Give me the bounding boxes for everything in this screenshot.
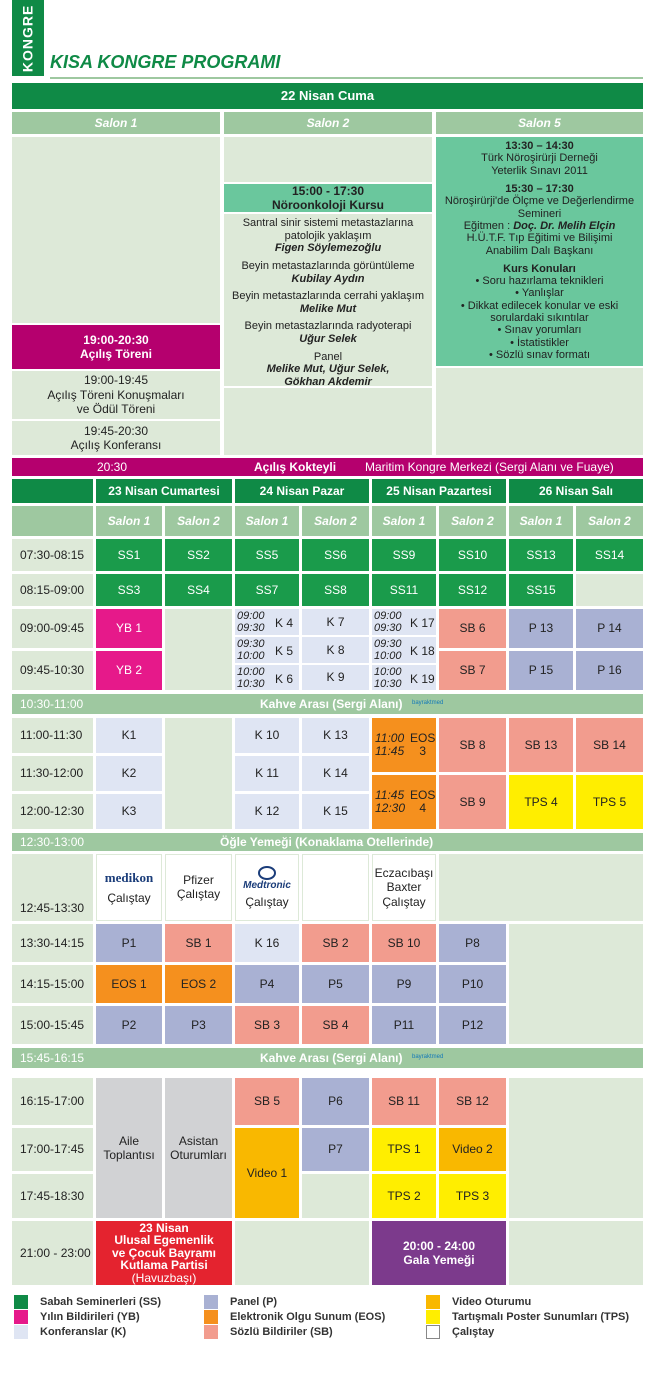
talk-topic: Beyin metastazlarında radyoterapi xyxy=(244,320,412,333)
time-slot: 12:45-13:30 xyxy=(12,854,93,921)
session-cell[interactable]: K 15 xyxy=(302,794,369,829)
session-cell[interactable]: P 14 xyxy=(576,609,643,648)
session-cell[interactable]: Video 1 xyxy=(235,1128,299,1218)
session-cell[interactable]: K 16 xyxy=(235,924,299,962)
k5-label: K 5 xyxy=(275,644,294,658)
session-cell[interactable]: SB 4 xyxy=(302,1006,369,1044)
day1-salon-5: Salon 5 xyxy=(436,112,643,134)
session-cell[interactable]: TPS 5 xyxy=(576,775,643,829)
eos4-label: EOS 4 xyxy=(410,788,436,816)
talk-speaker: Kubilay Aydın xyxy=(291,272,365,285)
session-cell[interactable]: SS7 xyxy=(235,574,299,606)
k6-time: 10:00 10:30 xyxy=(237,666,265,690)
time-slot: 17:00-17:45 xyxy=(12,1128,93,1171)
session-cell[interactable]: P 15 xyxy=(509,651,573,690)
break-time: 10:30-11:00 xyxy=(20,697,84,711)
day1-salon-1: Salon 1 xyxy=(12,112,220,134)
time-slot: 08:15-09:00 xyxy=(12,574,93,606)
children-party[interactable] xyxy=(96,1221,232,1285)
break-time: 15:45-16:15 xyxy=(20,1051,85,1065)
session-cell[interactable]: EOS 1 xyxy=(96,965,162,1003)
session-cell[interactable]: P2 xyxy=(96,1006,162,1044)
session-cell[interactable]: SB 3 xyxy=(235,1006,299,1044)
title-underline xyxy=(50,77,643,79)
session-cell[interactable]: P5 xyxy=(302,965,369,1003)
session-cell[interactable]: K 10 xyxy=(235,718,299,753)
session-cell[interactable]: SB 9 xyxy=(439,775,506,829)
k19-cell[interactable] xyxy=(372,665,436,690)
legend-label: Sözlü Bildiriler (SB) xyxy=(230,1326,333,1338)
opening-conference: 19:45-20:30 Açılış Konferansı xyxy=(12,421,220,455)
session-cell[interactable]: K 14 xyxy=(302,756,369,791)
legend-item xyxy=(204,1295,277,1309)
medikon-logo: medikon xyxy=(104,869,154,885)
session-cell[interactable]: TPS 2 xyxy=(372,1174,436,1218)
onco-course-header xyxy=(224,184,432,212)
side-tab xyxy=(12,0,44,76)
salon5-topic: • Sınav yorumları xyxy=(497,324,582,337)
legend-item xyxy=(204,1325,333,1339)
session-cell[interactable]: SB 10 xyxy=(372,924,436,962)
session-cell[interactable]: SB 14 xyxy=(576,718,643,772)
opening-title: Açılış Töreni xyxy=(79,347,153,361)
session-cell[interactable]: SS14 xyxy=(576,539,643,571)
salon5-dept: H.Ü.T.F. Tıp Eğitimi ve Bilişimi Anabilim Dalı Başkanı xyxy=(466,232,613,257)
k4-label: K 4 xyxy=(275,616,294,630)
session-cell[interactable]: Asistan Oturumları xyxy=(165,1078,232,1218)
break-title: Kahve Arası (Sergi Alanı) xyxy=(260,697,403,711)
legend-item xyxy=(204,1310,385,1324)
session-cell[interactable]: P12 xyxy=(439,1006,506,1044)
legend-item xyxy=(426,1310,629,1324)
session-cell[interactable]: P 16 xyxy=(576,651,643,690)
pfizer-workshop[interactable]: Pfizer Çalıştay xyxy=(165,854,232,921)
talk-topic: Panel xyxy=(313,350,343,363)
day1-salon5-bottom xyxy=(436,368,643,455)
legend-label: Çalıştay xyxy=(452,1326,495,1338)
legend-label: Video Oturumu xyxy=(452,1296,532,1308)
session-cell[interactable]: SS3 xyxy=(96,574,162,606)
legend-swatch xyxy=(204,1295,218,1309)
session-cell[interactable]: P11 xyxy=(372,1006,436,1044)
session-cell[interactable]: YB 2 xyxy=(96,651,162,690)
legend-label: Sabah Seminerleri (SS) xyxy=(40,1296,162,1308)
day1-salon2-bottom xyxy=(224,388,432,455)
salon-label: Salon 1 xyxy=(96,506,162,536)
page-title: KISA KONGRE PROGRAMI xyxy=(50,52,281,73)
gala-dinner[interactable]: 20:00 - 24:00 Gala Yemeği xyxy=(372,1221,506,1285)
workshop-label: Çalıştay xyxy=(245,894,289,909)
cocktail-bar xyxy=(12,458,643,476)
onco-title: Nöroonkoloji Kursu xyxy=(272,198,384,212)
session-cell[interactable]: K 9 xyxy=(302,665,369,690)
session-cell[interactable]: P8 xyxy=(439,924,506,962)
empty-cell xyxy=(576,574,643,606)
cocktail-title: Açılış Kokteyli xyxy=(254,460,337,474)
session-cell[interactable]: SS2 xyxy=(165,539,232,571)
legend-swatch xyxy=(204,1325,218,1339)
lunch-title: Öğle Yemeği (Konaklama Otellerinde) xyxy=(220,835,434,849)
session-cell[interactable]: K1 xyxy=(96,718,162,753)
k18-cell[interactable] xyxy=(372,637,436,663)
session-cell[interactable]: SS15 xyxy=(509,574,573,606)
session-cell[interactable]: SB 6 xyxy=(439,609,506,648)
legend-swatch xyxy=(14,1310,28,1324)
session-cell[interactable]: SB 11 xyxy=(372,1078,436,1125)
eos4-cell[interactable] xyxy=(372,775,436,829)
time-slot: 09:45-10:30 xyxy=(12,651,93,690)
cocktail-time: 20:30 xyxy=(97,460,128,474)
time-slot: 16:15-17:00 xyxy=(12,1078,93,1125)
day1-date: 22 Nisan Cuma xyxy=(12,83,643,109)
legend-swatch xyxy=(426,1295,440,1309)
lunch-bar xyxy=(12,833,643,851)
salon-label: Salon 1 xyxy=(372,506,436,536)
k17-label: K 17 xyxy=(410,616,435,630)
empty-cell xyxy=(235,1221,369,1285)
session-cell[interactable]: P1 xyxy=(96,924,162,962)
day-header: 24 Nisan Pazar xyxy=(235,479,369,503)
onco-time: 15:00 - 17:30 xyxy=(291,184,365,198)
session-cell[interactable]: TPS 3 xyxy=(439,1174,506,1218)
legend-item xyxy=(14,1295,161,1309)
session-cell[interactable]: SS11 xyxy=(372,574,436,606)
session-cell[interactable]: K3 xyxy=(96,794,162,829)
sponsor-logo: bayraktmed xyxy=(412,700,444,706)
session-cell[interactable]: K2 xyxy=(96,756,162,791)
empty-cell xyxy=(509,1221,643,1285)
eos3-label: EOS 3 xyxy=(410,731,436,759)
session-cell[interactable]: SS4 xyxy=(165,574,232,606)
salon5-desc1: Türk Nöroşirürji Derneği Yeterlik Sınavı 2011 xyxy=(481,152,598,177)
k5-cell[interactable] xyxy=(235,637,299,663)
eczacibasi-workshop[interactable]: Eczacıbaşı Baxter Çalıştay xyxy=(372,854,436,921)
time-slot: 21:00 - 23:00 xyxy=(12,1221,93,1285)
workshop-label: Çalıştay xyxy=(107,891,151,906)
session-cell[interactable]: SB 1 xyxy=(165,924,232,962)
medtronic-logo: Medtronic xyxy=(243,879,291,891)
salon5-topics-title: Kurs Konuları xyxy=(503,262,576,275)
time-slot: 12:00-12:30 xyxy=(12,794,93,829)
session-cell[interactable]: EOS 2 xyxy=(165,965,232,1003)
salon5-time2: 15:30 – 17:30 xyxy=(505,182,574,195)
session-cell[interactable]: SB 5 xyxy=(235,1078,299,1125)
session-cell[interactable]: TPS 1 xyxy=(372,1128,436,1171)
lunch-time: 12:30-13:00 xyxy=(20,835,85,849)
break-title: Kahve Arası (Sergi Alanı) xyxy=(260,1051,403,1065)
session-cell[interactable]: SS6 xyxy=(302,539,369,571)
session-cell[interactable]: K 8 xyxy=(302,637,369,663)
empty-cell xyxy=(439,854,643,921)
medtronic-workshop[interactable] xyxy=(235,854,299,921)
k17-cell[interactable] xyxy=(372,609,436,635)
opening-time: 19:00-20:30 xyxy=(83,332,149,347)
empty-cell xyxy=(165,718,232,829)
day-header: 23 Nisan Cumartesi xyxy=(96,479,232,503)
k6-cell[interactable] xyxy=(235,665,299,690)
party-place: (Havuzbaşı) xyxy=(131,1270,197,1285)
legend-item xyxy=(426,1325,494,1339)
day1-salon1-empty xyxy=(12,137,220,323)
side-tab-label: KONGRE xyxy=(19,4,36,72)
session-cell[interactable]: SB 7 xyxy=(439,651,506,690)
session-cell[interactable]: TPS 4 xyxy=(509,775,573,829)
talk-speaker: Figen Söylemezoğlu xyxy=(274,242,382,255)
time-slot: 14:15-15:00 xyxy=(12,965,93,1003)
legend xyxy=(14,1295,643,1347)
legend-swatch xyxy=(426,1310,440,1324)
talk-speaker: Melike Mut, Uğur Selek, Gökhan Akdemir xyxy=(266,363,390,389)
talk-speaker: Melike Mut xyxy=(299,302,357,315)
k18-label: K 18 xyxy=(410,644,435,658)
time-slot: 17:45-18:30 xyxy=(12,1174,93,1218)
salon5-topic: • İstatistikler xyxy=(510,336,569,349)
time-slot: 07:30-08:15 xyxy=(12,539,93,571)
trainer-name: Doç. Dr. Melih Elçin xyxy=(513,219,616,232)
time-slot: 11:00-11:30 xyxy=(12,718,93,753)
salon-label: Salon 2 xyxy=(302,506,369,536)
k6-label: K 6 xyxy=(275,672,294,686)
corner-cell-2 xyxy=(12,506,93,536)
time-slot: 15:00-15:45 xyxy=(12,1006,93,1044)
legend-swatch xyxy=(426,1325,440,1339)
session-cell[interactable]: P7 xyxy=(302,1128,369,1171)
talk-speaker: Uğur Selek xyxy=(299,333,357,346)
coffee-break-bar xyxy=(12,1048,643,1068)
opening-talks: 19:00-19:45 Açılış Töreni Konuşmaları ve Ödül Töreni xyxy=(12,371,220,419)
time-slot: 13:30-14:15 xyxy=(12,924,93,962)
session-cell[interactable]: P3 xyxy=(165,1006,232,1044)
day1-salon2-empty xyxy=(224,137,432,182)
k17-time: 09:00 09:30 xyxy=(374,610,402,634)
salon-label: Salon 1 xyxy=(235,506,299,536)
talk-topic: Santral sinir sistemi metastazlarına patolojik yaklaşım xyxy=(242,217,414,242)
legend-item xyxy=(14,1325,126,1339)
trainer-label: Eğitmen : xyxy=(463,219,511,232)
salon-label: Salon 2 xyxy=(439,506,506,536)
k19-time: 10:00 10:30 xyxy=(374,666,402,690)
medikon-workshop[interactable] xyxy=(96,854,162,921)
day1-salon-2: Salon 2 xyxy=(224,112,432,134)
session-cell[interactable]: Video 2 xyxy=(439,1128,506,1171)
session-cell[interactable]: P 13 xyxy=(509,609,573,648)
k18-time: 09:30 10:00 xyxy=(374,638,402,662)
session-cell[interactable]: P9 xyxy=(372,965,436,1003)
salon5-topic: • Dikkat edilecek konular ve eski sorulardaki sıkıntılar xyxy=(460,299,619,325)
sponsor-logo: bayraktmed xyxy=(412,1054,444,1060)
session-cell[interactable]: P10 xyxy=(439,965,506,1003)
talk-topic: Beyin metastazlarında cerrahi yaklaşım xyxy=(232,290,424,303)
session-cell[interactable]: SB 2 xyxy=(302,924,369,962)
empty-cell xyxy=(509,924,643,1044)
legend-swatch xyxy=(14,1295,28,1309)
legend-swatch xyxy=(14,1325,28,1339)
legend-label: Tartışmalı Poster Sunumları (TPS) xyxy=(452,1311,630,1323)
legend-item xyxy=(14,1310,140,1324)
salon5-topic: • Sözlü sınav formatı xyxy=(488,349,591,361)
salon5-time1: 13:30 – 14:30 xyxy=(505,140,574,152)
time-slot: 09:00-09:45 xyxy=(12,609,93,648)
session-cell[interactable]: YB 1 xyxy=(96,609,162,648)
legend-label: Panel (P) xyxy=(230,1296,278,1308)
medtronic-icon xyxy=(258,866,276,880)
legend-swatch xyxy=(204,1310,218,1324)
session-cell[interactable]: SS8 xyxy=(302,574,369,606)
session-cell[interactable]: SB 13 xyxy=(509,718,573,772)
session-cell[interactable]: K 7 xyxy=(302,609,369,635)
empty-cell xyxy=(509,1078,643,1218)
session-cell[interactable]: SS9 xyxy=(372,539,436,571)
salon-label: Salon 2 xyxy=(576,506,643,536)
party-title: 23 Nisan Ulusal Egemenlik ve Çocuk Bayramı Kutlama Partisi xyxy=(111,1221,217,1273)
legend-label: Yılın Bildirileri (YB) xyxy=(40,1311,140,1323)
session-cell[interactable]: SB 8 xyxy=(439,718,506,772)
legend-label: Konferanslar (K) xyxy=(40,1326,127,1338)
coffee-break-bar xyxy=(12,694,643,714)
day-header: 25 Nisan Pazartesi xyxy=(372,479,506,503)
session-cell[interactable]: SS10 xyxy=(439,539,506,571)
salon-label: Salon 1 xyxy=(509,506,573,536)
corner-cell xyxy=(12,479,93,503)
salon5-topic: • Yanlışlar xyxy=(515,287,564,300)
session-cell[interactable]: K 11 xyxy=(235,756,299,791)
onco-course-talks xyxy=(224,214,432,389)
empty-cell xyxy=(302,1174,369,1218)
eos3-cell[interactable] xyxy=(372,718,436,772)
eos3-time: 11:00 11:45 xyxy=(375,731,405,759)
session-cell[interactable]: K 13 xyxy=(302,718,369,753)
session-cell[interactable]: SS1 xyxy=(96,539,162,571)
salon5-topic: • Soru hazırlama teknikleri xyxy=(475,275,604,288)
cocktail-place: Maritim Kongre Merkezi (Sergi Alanı ve Fuaye) xyxy=(365,460,614,474)
session-cell[interactable]: SS12 xyxy=(439,574,506,606)
session-cell[interactable]: SS5 xyxy=(235,539,299,571)
salon5-block xyxy=(436,137,643,366)
session-cell[interactable]: SS13 xyxy=(509,539,573,571)
session-cell[interactable]: Aile Toplantısı xyxy=(96,1078,162,1218)
opening-ceremony xyxy=(12,325,220,369)
day-header: 26 Nisan Salı xyxy=(509,479,643,503)
legend-label: Elektronik Olgu Sunum (EOS) xyxy=(230,1311,386,1323)
session-cell[interactable]: SB 12 xyxy=(439,1078,506,1125)
k19-label: K 19 xyxy=(410,672,435,686)
time-slot: 11:30-12:00 xyxy=(12,756,93,791)
talk-topic: Beyin metastazlarında görüntüleme xyxy=(241,259,415,272)
empty-cell xyxy=(302,854,369,921)
eos4-time: 11:45 12:30 xyxy=(375,788,406,816)
k4-time: 09:00 09:30 xyxy=(237,610,265,634)
k4-cell[interactable] xyxy=(235,609,299,635)
salon5-trainer xyxy=(436,220,643,232)
salon5-desc2: Nöroşirürji'de Ölçme ve Değerlendirme Semineri xyxy=(444,195,635,220)
salon-label: Salon 2 xyxy=(165,506,232,536)
k5-time: 09:30 10:00 xyxy=(237,638,265,662)
empty-cell xyxy=(165,609,232,690)
session-cell[interactable]: P6 xyxy=(302,1078,369,1125)
session-cell[interactable]: K 12 xyxy=(235,794,299,829)
legend-item xyxy=(426,1295,531,1309)
session-cell[interactable]: P4 xyxy=(235,965,299,1003)
